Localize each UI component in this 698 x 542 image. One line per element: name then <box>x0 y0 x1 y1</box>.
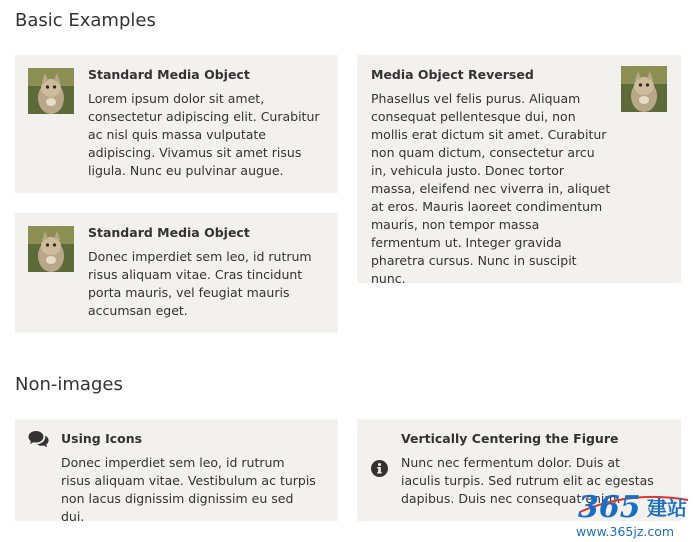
watermark-logo <box>570 482 695 542</box>
media-body-text: Donec imperdiet sem leo, id rutrum risus aliquam vitae. Vestibulum ac turpis non lacus dignissim dignissim eu sed dui. <box>61 455 316 524</box>
media-object-standard-1 <box>15 55 338 193</box>
watermark-logo-number: 365 <box>578 490 641 525</box>
kitten-thumbnail-image <box>621 66 667 112</box>
section-title-basic-examples: Basic Examples <box>15 10 156 31</box>
media-object-standard-2 <box>15 213 338 333</box>
media-title: Vertically Centering the Figure <box>401 431 619 446</box>
section-title-non-images: Non-images <box>15 374 123 395</box>
info-circle-icon <box>371 460 388 481</box>
media-body-text: Nunc nec fermentum dolor. Duis at iaculis turpis. Sed rutrum elit ac egestas dapibus. Duis nec consequat enim. <box>401 455 654 506</box>
kitten-thumbnail-image <box>28 226 74 272</box>
kitten-thumbnail-image <box>28 68 74 114</box>
watermark-url: www.365jz.com <box>576 524 675 539</box>
media-title: Using Icons <box>61 431 143 446</box>
media-object-using-icons <box>15 419 338 524</box>
media-body-text: Donec imperdiet sem leo, id rutrum risus aliquam vitae. Cras tincidunt porta mauris, vel feugiat mauris accumsan eget. <box>88 249 312 318</box>
media-object-reversed <box>357 55 681 286</box>
media-title: Standard Media Object <box>88 225 250 240</box>
comments-icon <box>28 430 50 452</box>
media-title: Media Object Reversed <box>371 67 534 82</box>
watermark-logo-text: 建站 <box>647 496 687 520</box>
media-title: Standard Media Object <box>88 67 250 82</box>
media-body-text: Phasellus vel felis purus. Aliquam consequat pellentesque dui, non mollis erat dictum sit amet. Curabitur non quam dictum, consectetur arcu in, vehicula justo. Donec tortor massa, eleifend nec viverra in, aliquet at eros. Mauris laoreet condimentum mauris, non tempor massa fermentum ut. Integer gravida pharetra cursus. Nunc in suscipit nunc. <box>371 91 611 286</box>
media-body-text: Lorem ipsum dolor sit amet, consectetur adipiscing elit. Curabitur ac nisl quis massa vulputate adipiscing. Vivamus sit amet risus ligula. Nunc eu pulvinar augue. <box>88 91 320 178</box>
